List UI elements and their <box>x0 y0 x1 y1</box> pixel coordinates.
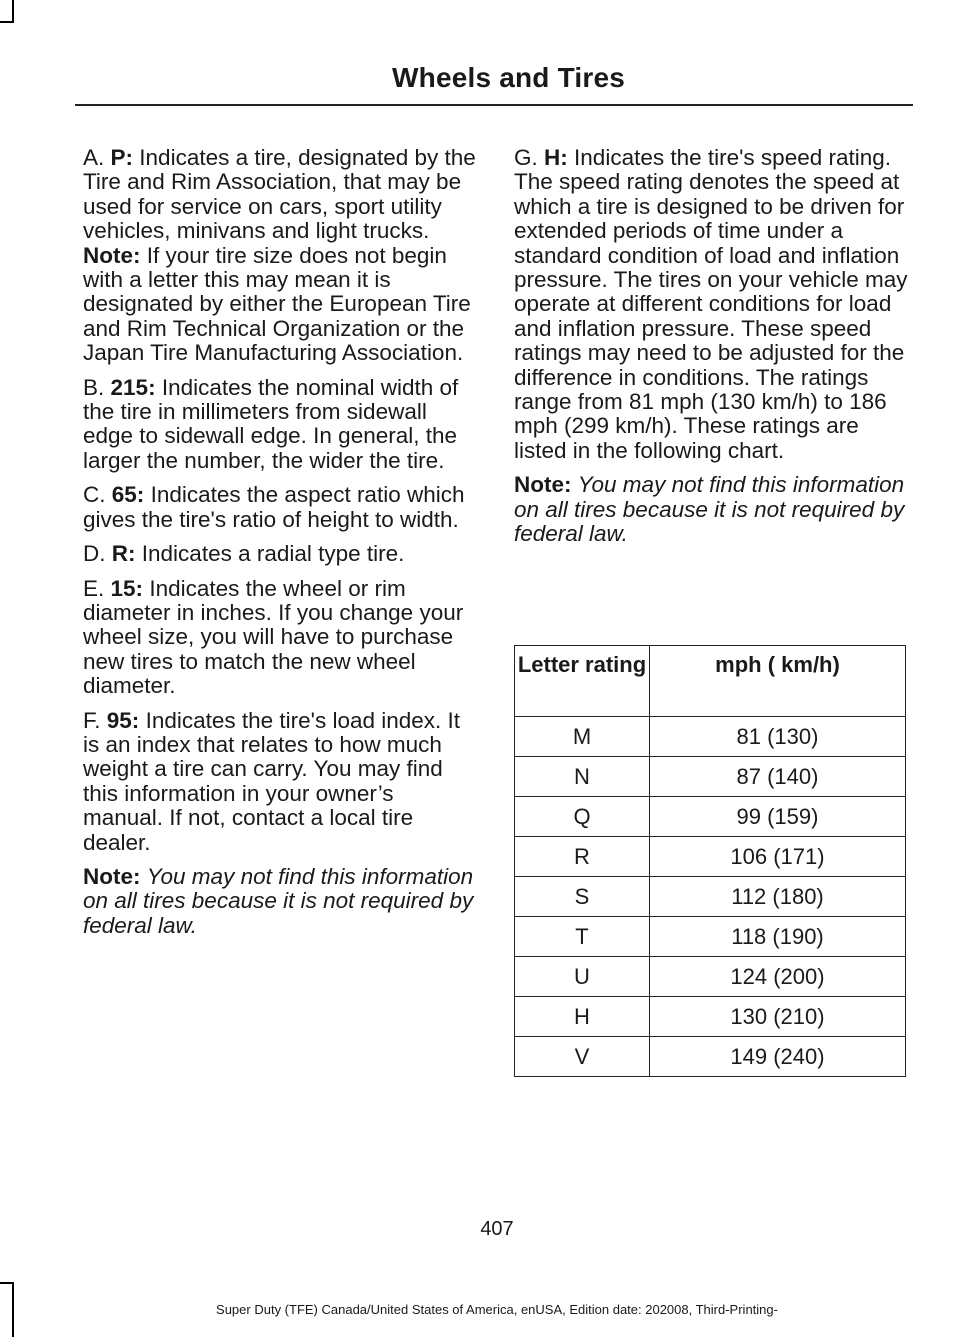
speed-rating-table <box>514 645 906 1077</box>
table-row <box>515 1037 906 1077</box>
note-paragraph: Note: You may not find this information on all tires because it is not required by federal law. <box>514 472 905 547</box>
table-row <box>515 797 906 837</box>
crop-mark-bottom-left-h <box>0 1282 14 1284</box>
column-header-speed: mph ( km/h) <box>650 646 906 717</box>
crop-mark-top-left <box>12 0 14 22</box>
letter-cell: T <box>515 917 650 957</box>
tire-code-item-a: A. P: Indicates a tire, designated by the Tire and Rim Association, that may be used for service on cars, sport utility vehicles, minivans and light trucks. Note: If your tire size does not begin with a letter this may mean it is designated by either the European Tire and Rim Technical Organization or the Japan Tire Manufacturing Association. <box>83 145 476 366</box>
speed-cell: 81 (130) <box>650 717 906 757</box>
letter-cell: S <box>515 877 650 917</box>
column-header-letter-rating: Letter rating <box>515 646 650 717</box>
letter-cell: Q <box>515 797 650 837</box>
table-row <box>515 837 906 877</box>
table-row <box>515 917 906 957</box>
tire-code-item-d: D. R: Indicates a radial type tire. <box>83 541 405 567</box>
tire-code-item-f: F. 95: Indicates the tire's load index. It is an index that relates to how much weight a tire can carry. You may find this information in your owner’s manual. If not, contact a local tire dealer. <box>83 707 461 855</box>
table-row <box>515 957 906 997</box>
right-column <box>514 146 909 557</box>
crop-mark-top-left-h <box>0 21 14 23</box>
speed-cell: 124 (200) <box>650 957 906 997</box>
letter-cell: N <box>515 757 650 797</box>
letter-cell: V <box>515 1037 650 1077</box>
letter-cell: R <box>515 837 650 877</box>
tire-code-item-b: B. 215: Indicates the nominal width of the tire in millimeters from sidewall edge to sidewall edge. In general, the larger the number, the wider the tire. <box>83 374 459 473</box>
tire-code-item-e: E. 15: Indicates the wheel or rim diameter in inches. If you change your wheel size, you will have to purchase new tires to match the new wheel diameter. <box>83 575 464 699</box>
header-divider <box>75 104 913 106</box>
tire-code-item-c: C. 65: Indicates the aspect ratio which gives the tire's ratio of height to width. <box>83 482 465 532</box>
letter-cell: U <box>515 957 650 997</box>
speed-cell: 130 (210) <box>650 997 906 1037</box>
letter-cell: H <box>515 997 650 1037</box>
page-title: Wheels and Tires <box>392 62 625 93</box>
footer-edition-text: Super Duty (TFE) Canada/United States of America, enUSA, Edition date: 202008, Third-Printing- <box>216 1302 778 1317</box>
speed-cell: 112 (180) <box>650 877 906 917</box>
speed-cell: 118 (190) <box>650 917 906 957</box>
table-row <box>515 717 906 757</box>
speed-cell: 149 (240) <box>650 1037 906 1077</box>
table-header-row <box>515 646 906 717</box>
speed-cell: 87 (140) <box>650 757 906 797</box>
page-number: 407 <box>480 1218 514 1240</box>
letter-cell: M <box>515 717 650 757</box>
tire-code-item-g: G. H: Indicates the tire's speed rating. The speed rating denotes the speed at which a tire is designed to be driven for extended periods of time under a standard condition of load and inflation pressure. The tires on your vehicle may operate at different conditions for load and inflation pressure. These speed ratings may need to be adjusted for the difference in conditions. The ratings range from 81 mph (130 km/h) to 186 mph (299 km/h). These ratings are listed in the following chart. <box>514 145 908 463</box>
speed-cell: 99 (159) <box>650 797 906 837</box>
left-column <box>83 146 478 948</box>
speed-cell: 106 (171) <box>650 837 906 877</box>
table-row <box>515 757 906 797</box>
table-row <box>515 877 906 917</box>
note-paragraph: Note: You may not find this information on all tires because it is not required by federal law. <box>83 863 474 938</box>
table-row <box>515 997 906 1037</box>
